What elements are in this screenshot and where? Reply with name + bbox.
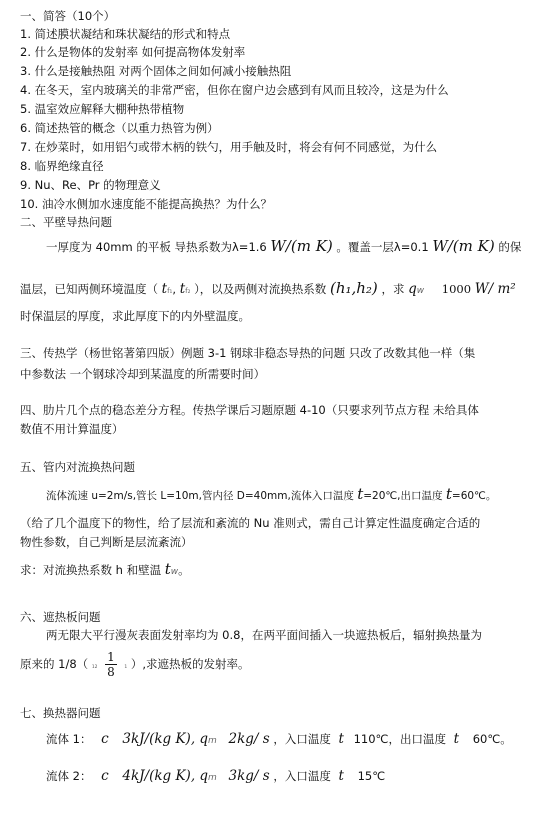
inlet-temp-symbol: t [357,485,364,503]
qw-sub: w [416,286,425,296]
fraction-numerator: 1 [107,650,115,664]
conductivity-unit-1: W/(m K) [270,237,333,255]
s2-text-d: 温层，已知两侧环境温度（ [20,282,158,296]
section-2-line-2: 温层，已知两侧环境温度（ tf₁, tf₂ ），以及两侧对流换热系数 (h₁,h₂) ，求 qw 1000 W/ m² [20,279,516,297]
temp-t1-sub: f₁ [167,287,173,295]
s6-text-b: ）,求遮热板的发射率。 [130,657,250,671]
temp-t2: t [179,281,186,297]
section-4-line-1: 四、肋片几个点的稳态差分方程。传热学课后习题原题 4-10（只要求列节点方程 未给具体 [20,403,479,417]
temp-t1: t [161,281,168,297]
fluid-1-inlet-symbol: t [338,731,344,747]
s2-text-e: ），以及两侧对流换热系数 [194,282,327,296]
section-4-line-2: 数值不用计算温度） [20,422,124,436]
section-6-line-2 [20,650,250,679]
s2-text-b: 。覆盖一层λ=0.1 [336,240,429,254]
fluid-1-outlet-temp: 60℃。 [472,732,512,746]
section-6-line-1: 两无限大平行漫灰表面发射率均为 0.8，在两平面间插入一块遮热板后，辐射换热量为 [46,628,482,642]
question-3: 3. 什么是接触热阻 对两个固体之间如何减小接触热阻 [20,64,292,78]
question-4: 4. 在冬天，室内玻璃关的非常严密，但你在窗户边会感到有风而且较冷，这是为什么 [20,83,449,97]
qw-symbol: q [408,281,417,297]
question-9: 9. Nu、Re、Pr 的物理意义 [20,178,161,192]
section-5-line-2: （给了几个温度下的物性，给了层流和紊流的 Nu 准则式，需自己计算定性温度确定合适的 [20,516,481,530]
section-5-line-4 [20,561,190,580]
conductivity-unit-2: W/(m K) [432,237,495,255]
section-1-title: 一、简答（10个） [20,9,116,23]
fluid-2-label: 流体 2： [46,769,92,783]
wall-temp-symbol: t [164,560,171,578]
fraction-denominator: 8 [107,665,115,679]
fluid-2-c-symbol: c [101,768,109,784]
section-5-line-1 [46,486,496,504]
faint-subscript-2: ₁ [124,662,128,670]
fluid-1-label: 流体 1： [46,732,92,746]
s2-text-c: 的保 [498,240,522,254]
fluid-1-inlet-and-outlet-label: 110℃，出口温度 [353,732,446,746]
section-5-line-3: 物性参数，自己判断是层流紊流） [20,535,193,549]
section-2-line-1 [46,238,521,255]
question-10: 10. 油冷水侧加水速度能不能提高换热？为什么？ [20,197,272,211]
section-3-line-1: 三、传热学（杨世铭著第四版）例题 3-1 钢球非稳态导热的问题 只改了改数其他一样（集 [20,346,476,360]
fluid-2-mass-flow: 3kg/ s [228,768,270,784]
outlet-temp-symbol: t [445,485,452,503]
question-2: 2. 什么是物体的发射率 如何提高物体发射率 [20,45,246,59]
s6-text-a: 原来的 1/8（ [20,657,89,671]
s2-text-f: ，求 [381,282,405,296]
section-2-line-3: 时保温层的厚度，求此厚度下的内外壁温度。 [20,309,250,323]
s5-text-e: 。 [178,563,190,577]
faint-subscript-1: ₁₂ [91,662,98,670]
question-5: 5. 温室效应解释大棚种热带植物 [20,102,185,116]
fluid-1-c-symbol: c [101,731,109,747]
section-5-title: 五、管内对流换热问题 [20,460,135,474]
question-7: 7. 在炒菜时，如用铝勺或带木柄的铁勺，用手触及时，将会有何不同感觉，为什么 [20,140,438,154]
h-coefficients: (h₁,h₂) [329,279,378,297]
wall-temp-sub: w [170,567,179,577]
s2-text-a: 一厚度为 40mm 的平板 导热系数为λ=1.6 [46,240,267,254]
question-6: 6. 简述热管的概念（以重力热管为例） [20,121,219,135]
fluid-1-line [46,731,512,749]
qw-unit: W/ m² [474,281,516,297]
s5-text-b: =20℃,出口温度 [363,490,443,502]
fluid-1-mass-flow: 2kg/ s [228,731,270,747]
fluid-2-qm-sub: m [208,773,217,783]
section-7-title: 七、换热器问题 [20,706,101,720]
fluid-2-inlet-label: ，入口温度 [273,769,331,783]
section-6-title: 六、遮热板问题 [20,610,101,624]
fraction-one-eighth [105,650,117,679]
fluid-2-cp: 4kJ/(kg K), q [122,768,209,784]
fluid-2-inlet-temp: 15℃ [357,769,386,783]
fluid-2-inlet-symbol: t [338,768,344,784]
question-1: 1. 简述膜状凝结和珠状凝结的形式和特点 [20,27,231,41]
fluid-1-inlet-label: ，入口温度 [273,732,331,746]
question-8: 8. 临界绝缘直径 [20,159,104,173]
qw-value: 1000 [441,282,472,296]
section-3-line-2: 中参数法 一个钢球冷却到某温度的所需要时间） [20,367,266,381]
fluid-1-cp: 3kJ/(kg K), q [122,731,209,747]
fluid-1-outlet-symbol: t [453,731,460,747]
fluid-2-line [46,768,385,786]
s5-text-d: 求：对流换热系数 h 和壁温 [20,563,162,577]
section-2-title: 二、平壁导热问题 [20,215,112,229]
temp-t2-sub: f₂ [185,287,191,295]
s5-text-c: =60℃。 [451,490,497,502]
s5-text-a: 流体流速 u=2m/s,管长 L=10m,管内径 D=40mm,流体入口温度 [46,490,354,502]
fluid-1-qm-sub: m [208,736,217,746]
